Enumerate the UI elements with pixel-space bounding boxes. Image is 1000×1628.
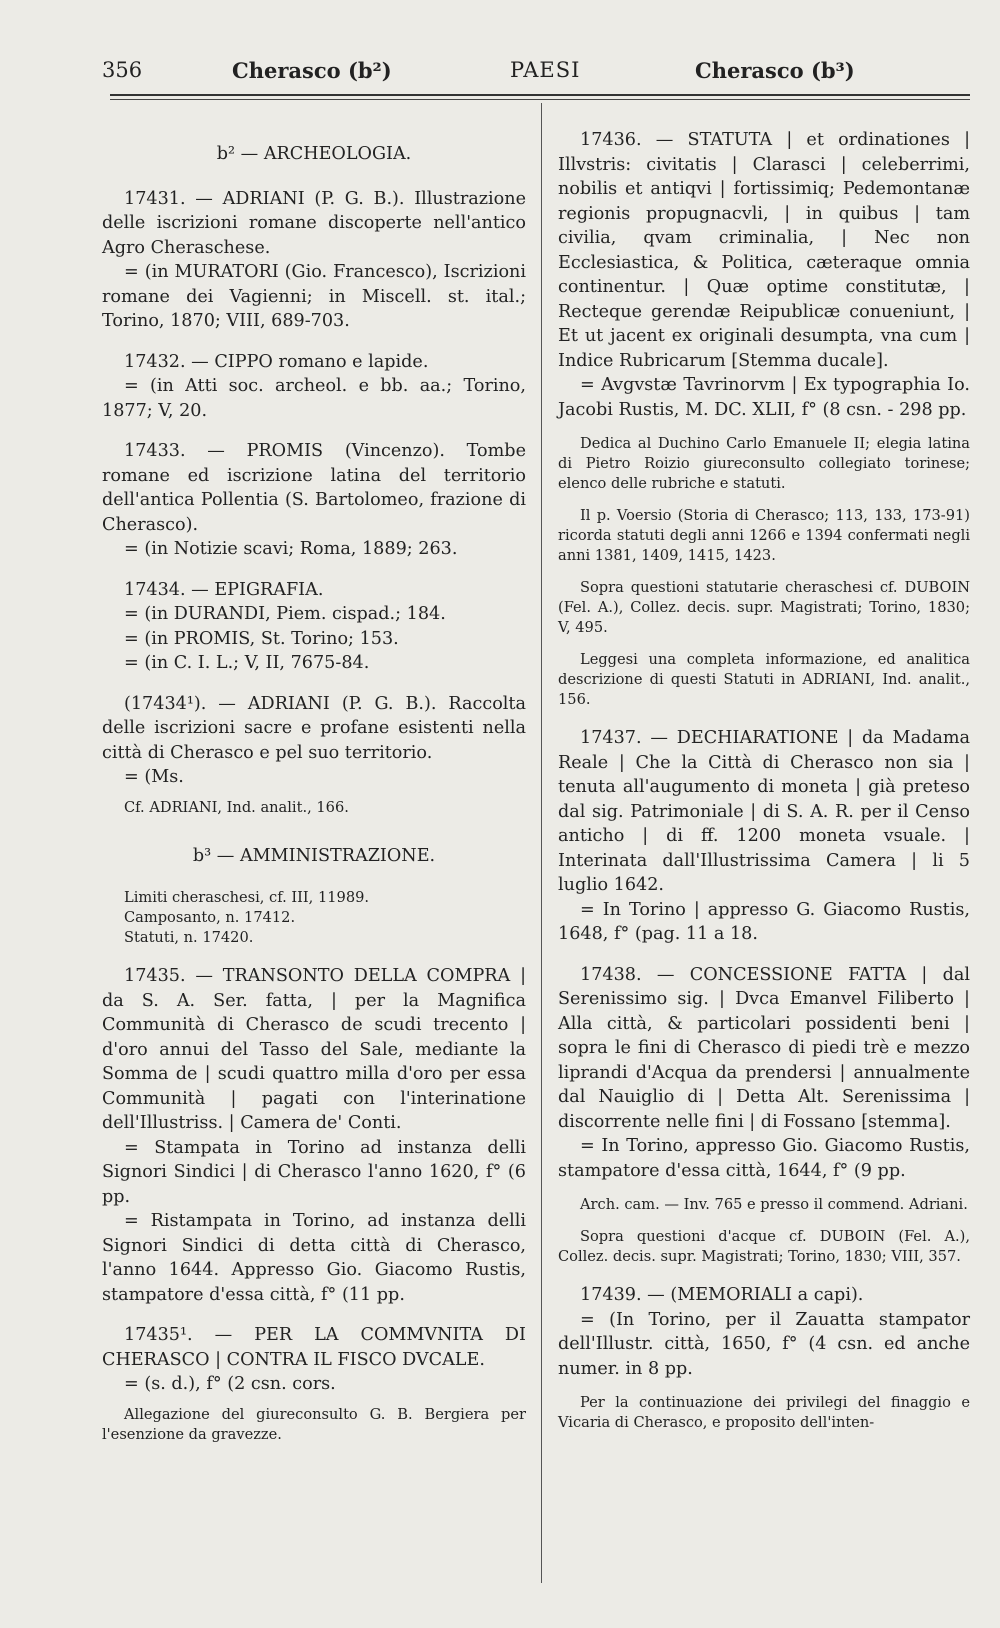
- running-head-left: Cherasco (b²): [232, 58, 392, 83]
- entry-17431: 17431. — ADRIANI (P. G. B.). Illustrazione delle iscrizioni romane discoperte nell'antico Agro Cheraschese.: [102, 188, 526, 258]
- entry-17436-note-2: Il p. Voersio (Storia di Cherasco; 113, 133, 173-91) ricorda statuti degli anni 1266 e 1394 confermati negli anni 1381, 1409, 1415, 1423.: [558, 507, 970, 564]
- header-rule-thin: [110, 99, 970, 100]
- entry-17438-note-2: Sopra questioni d'acque cf. DUBOIN (Fel. A.), Collez. decis. supr. Magistrati; Torino, 1830; VIII, 357.: [558, 1228, 970, 1265]
- entry-17439: 17439. — (MEMORIALI a capi).: [580, 1285, 864, 1305]
- cross-ref-statuti: Statuti, n. 17420.: [124, 929, 254, 946]
- page-number: 356: [102, 58, 143, 82]
- entry-17435-1-note: Allegazione del giureconsulto G. B. Bergiera per l'esenzione da gravezze.: [102, 1405, 526, 1443]
- page-header: [0, 0, 1000, 100]
- entry-17434: 17434. — EPIGRAFIA.: [124, 579, 324, 600]
- entry-17433: 17433. — PROMIS (Vincenzo). Tombe romane ed iscrizione latina del territorio dell'antica Pollentia (S. Bartolomeo, frazione di Cherasco).: [102, 441, 526, 535]
- section-heading-amministrazione: b³ — AMMINISTRAZIONE.: [192, 845, 436, 866]
- cross-ref-camposanto: Camposanto, n. 17412.: [124, 909, 296, 926]
- entry-17434-imprint-2: = (in PROMIS, St. Torino; 153.: [124, 628, 399, 649]
- entry-17433-imprint: = (in Notizie scavi; Roma, 1889; 263.: [124, 539, 458, 559]
- right-column: [558, 128, 970, 1433]
- cross-ref-limiti: Limiti cheraschesi, cf. III, 11989.: [124, 889, 370, 906]
- entry-17437: 17437. — DECHIARATIONE | da Madama Reale | Che la Città di Cherasco non sia | tenuta all'augumento di moneta | già preteso dal sig. Patrimoniale | di S. A. R. per il Censo antichо | di ff. 1200 moneta vsuale. | Interinata dall'Illustrissima Camera | li 5 luglio 1642.: [558, 728, 970, 895]
- entry-17436-imprint: = Avgvstæ Tavrinorvm | Ex typographia Io. Jacobi Rustis, M. DC. XLII, f° (8 csn. - 298 pp.: [558, 375, 970, 420]
- column-divider: [541, 103, 542, 1583]
- entry-17435-1: 17435¹. — PER LA COMMVNITA DI CHERASCO | CONTRA IL FISCO DVCALE.: [102, 1325, 526, 1370]
- section-heading-archeologia: b² — ARCHEOLOGIA.: [216, 144, 412, 164]
- entry-17435-imprint-1: = Stampata in Torino ad instanza delli Signori Sindici | di Cherasco l'anno 1620, f° (6 pp.: [102, 1137, 526, 1207]
- entry-17437-imprint: = In Torino | appresso G. Giacomo Rustis, 1648, f° (pag. 11 a 18.: [558, 899, 970, 944]
- entry-17432-imprint: = (in Atti soc. archeol. e bb. aa.; Torino, 1877; V, 20.: [102, 376, 526, 421]
- entry-17436-note-4: Leggesi una completa informazione, ed analitica descrizione di questi Statuti in ADRIANI, Ind. analit., 156.: [558, 651, 970, 708]
- entry-17434-imprint-3: = (in C. I. L.; V, II, 7675-84.: [124, 653, 370, 673]
- header-rule-thick: [110, 94, 970, 96]
- entry-17438-note-1: Arch. cam. — Inv. 765 e presso il commend. Adriani.: [580, 1196, 968, 1213]
- running-head-center: PAESI: [510, 58, 581, 82]
- entry-17439-note-1: Per la continuazione dei privilegi del finaggio e Vicaria di Cherasco, e proposito dell'inten-: [558, 1394, 970, 1431]
- left-column: [102, 128, 526, 1445]
- entry-17435-1-imprint: = (s. d.), f° (2 csn. cors.: [124, 1374, 336, 1394]
- entry-17436-note-3: Sopra questioni statutarie cheraschesi cf. DUBOIN (Fel. A.), Collez. decis. supr. Magistrati; Torino, 1830; V, 495.: [558, 579, 970, 636]
- running-head-right: Cherasco (b³): [695, 58, 855, 83]
- entry-17431-imprint: = (in MURATORI (Gio. Francesco), Iscrizioni romane dei Vagienni; in Miscell. st. ital.; Torino, 1870; VIII, 689-703.: [102, 262, 526, 331]
- entry-17438-imprint: = In Torino, appresso Gio. Giacomo Rustis, stampatore d'essa città, 1644, f° (9 pp.: [558, 1136, 970, 1181]
- entry-17436: 17436. — STATUTA | et ordinationes | Illvstris: civitatis | Clarasci | celeberrimi, nobilis et antiqvi | fortissimiq; Pedemontanæ regionis propugnacvli, | in quibus | tam civilia, qvam criminalia, | Nec non Ecclesiastica, & Politica, cæteraque omnia continentur. | Quæ optime constitutæ, | Recteque gerendæ Reipublicæ conueniunt, | Et ut jacent ex originali desumpta, vna cum | Indice Rubricarum [Stemma ducale].: [558, 130, 970, 371]
- entry-17439-imprint: = (In Torino, per il Zauatta stampator dell'Illustr. città, 1650, f° (4 csn. ed anche numer. in 8 pp.: [558, 1309, 970, 1379]
- entry-17438: 17438. — CONCESSIONE FATTA | dal Serenissimo sig. | Dvca Emanvel Filiberto | Alla città, & particolari possidenti beni | sopra le fini di Cherasco di piedi trè e mezzo liprandi d'Acqua da prendersi | annualmente dal Nauiglio di | Detta Alt. Serenissima | discorrente nelle fini | di Fossano [stemma].: [558, 964, 970, 1132]
- entry-17434-1-imprint: = (Ms.: [124, 767, 184, 787]
- entry-17435: 17435. — TRANSONTO DELLA COMPRA | da S. A. Ser. fatta, | per la Magnifica Communità di Cherasco de scudi trecento | d'oro annui del Tasso del Sale, mediante la Somma de | scudi quattro milla d'oro per essa Communità | pagati con l'interinatione dell'Illustriss. | Camera de' Conti.: [102, 966, 526, 1133]
- entry-17436-note-1: Dedica al Duchino Carlo Emanuele II; elegia latina di Pietro Roizio giureconsulto collegiato torinese; elenco delle rubriche e statuti.: [558, 435, 970, 492]
- entry-17435-imprint-2: = Ristampata in Torino, ad instanza delli Signori Sindici di detta città di Cherasco, l'anno 1644. Appresso Gio. Giacomo Rustis, stampatore d'essa città, f° (11 pp.: [102, 1211, 526, 1305]
- entry-17434-1: (17434¹). — ADRIANI (P. G. B.). Raccolta delle iscrizioni sacre e profane esistenti nella città di Cherasco e pel suo territorio.: [102, 693, 526, 763]
- entry-17434-1-note: Cf. ADRIANI, Ind. analit., 166.: [124, 798, 349, 816]
- entry-17432: 17432. — CIPPO romano e lapide.: [124, 351, 429, 372]
- entry-17434-imprint-1: = (in DURANDI, Piem. cispad.; 184.: [124, 604, 446, 624]
